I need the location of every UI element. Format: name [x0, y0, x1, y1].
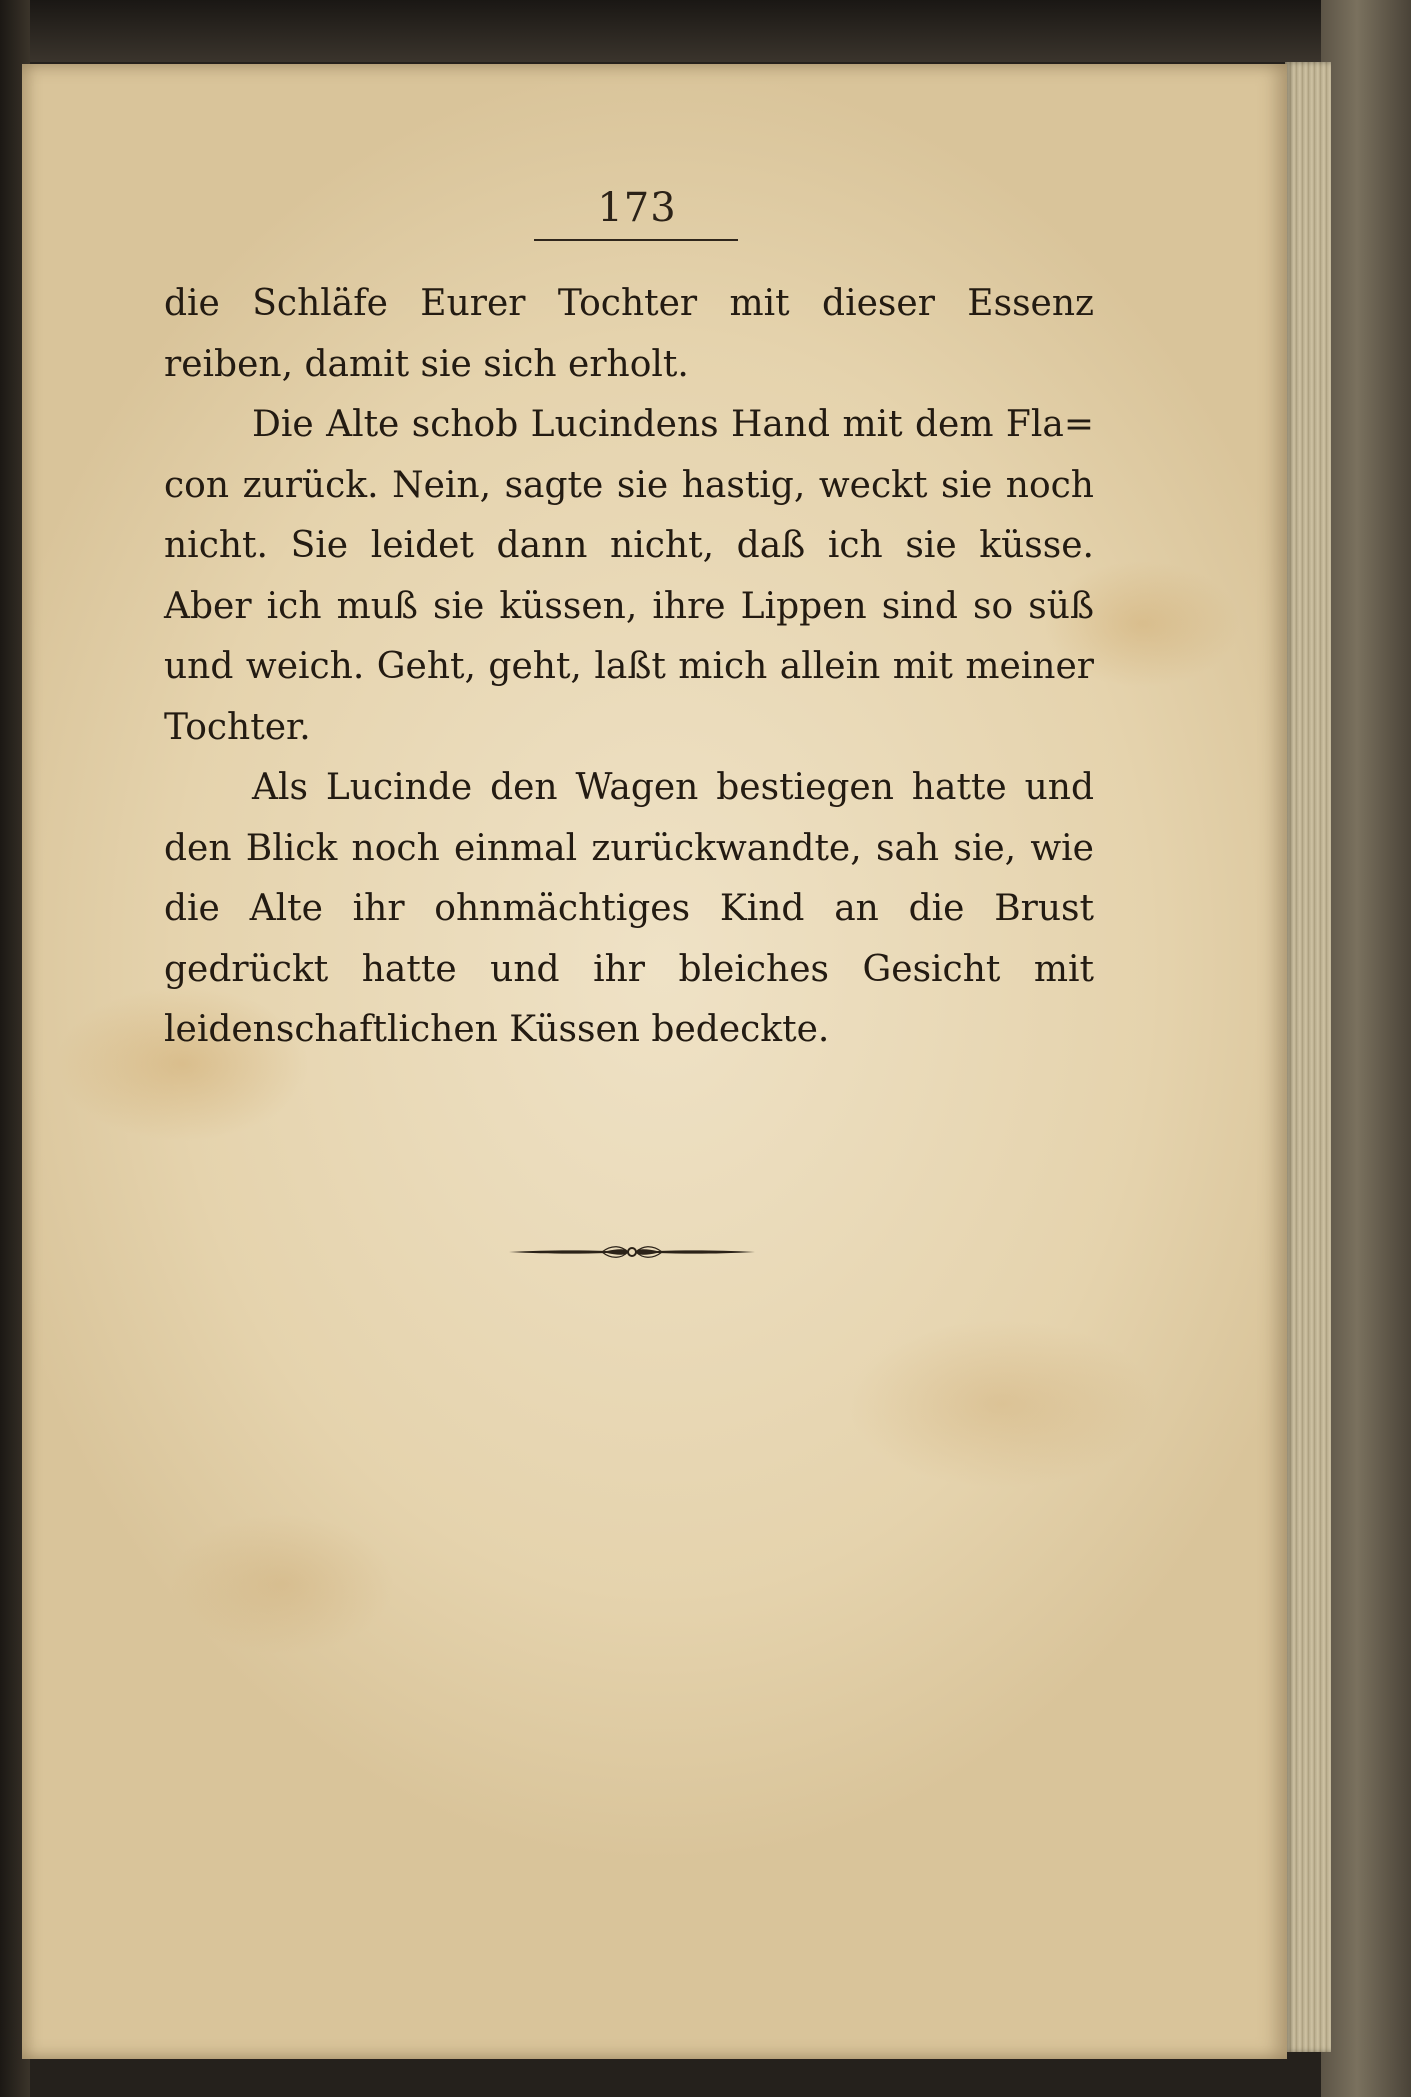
book-cover-right [1321, 0, 1411, 2097]
page-number: 173 [597, 185, 677, 231]
header-rule [534, 239, 738, 241]
page-edges [1285, 62, 1331, 2052]
book-page [22, 64, 1287, 2059]
paragraph-3: Als Lucinde den Wagen bestiegen hatte und den Blick noch einmal zurückwandte, sah sie, wie die Alte ihr ohnmächtiges Kind an die Brust gedrückt hatte und ihr bleiches Gesicht mit leidenschaftlichen Küssen bedeckte. [164, 767, 1094, 1050]
ornament-flourish-icon [507, 1240, 757, 1264]
body-text [164, 274, 1094, 1061]
book-cover-top [0, 0, 1411, 62]
paragraph-2: Die Alte schob Lucindens Hand mit dem Fla= con zurück. Nein, sagte sie hastig, weckt sie noch nicht. Sie leidet dann nicht, daß ich sie küsse. Aber ich muß sie küssen, ihre Lippen sind so süß und weich. Geht, geht, laßt mich allein mit meiner Tochter. [164, 404, 1094, 748]
paragraph-1: die Schläfe Eurer Tochter mit dieser Essenz reiben, damit sie sich erholt. [164, 283, 1094, 385]
